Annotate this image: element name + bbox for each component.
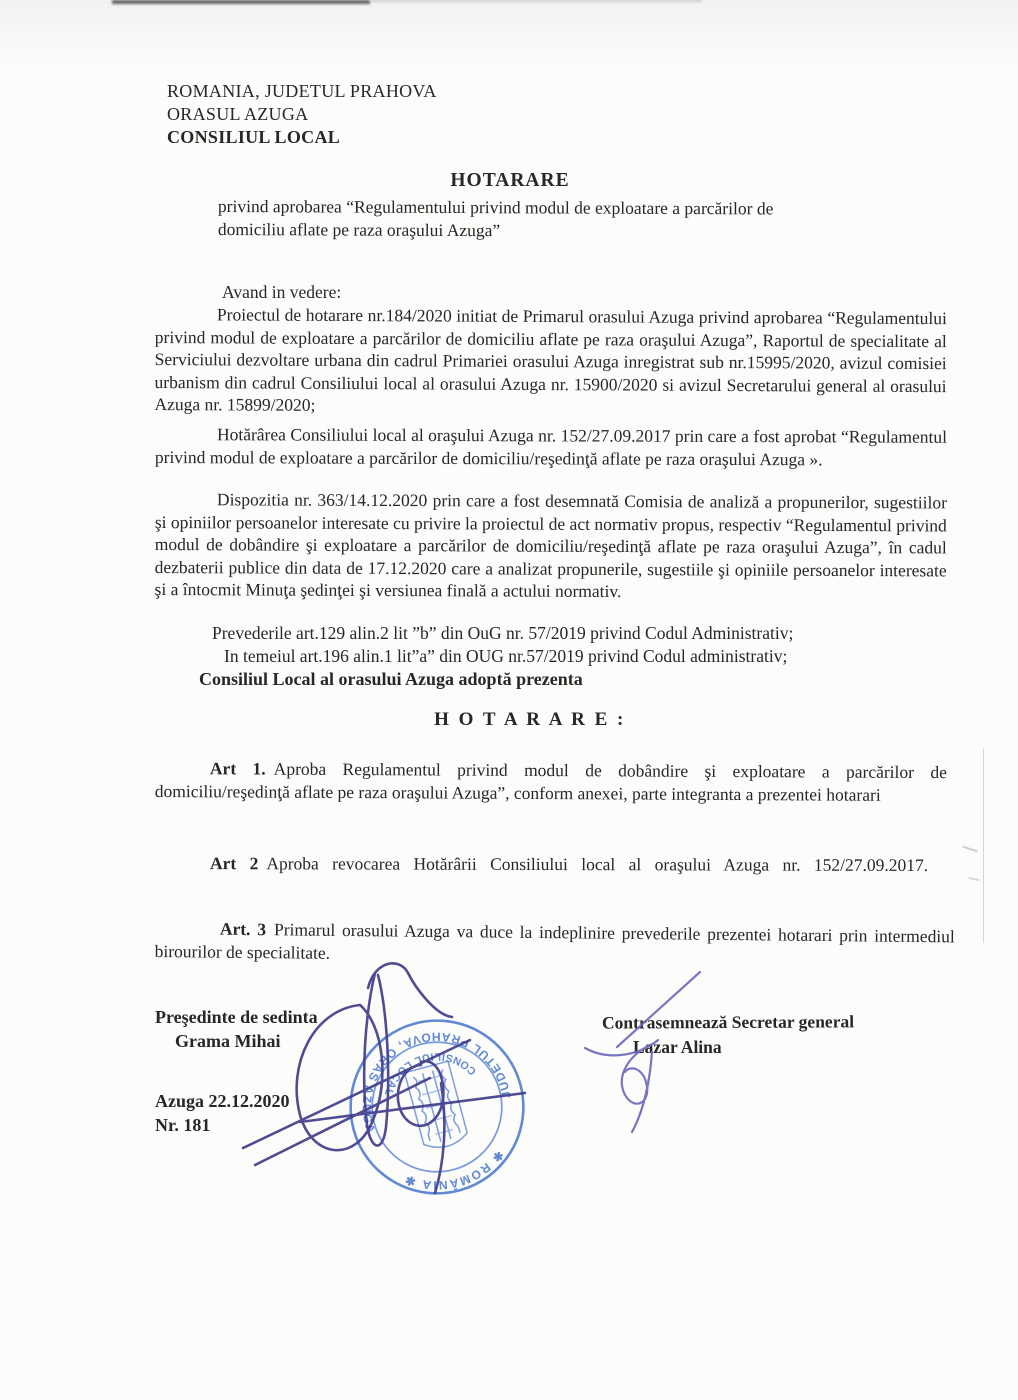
article-1 <box>155 757 947 806</box>
scan-mark <box>968 877 980 881</box>
place-and-date: Azuga 22.12.2020 <box>155 1091 290 1111</box>
adoption-clause: Consiliul Local al orasului Azuga adoptă prezenta <box>199 669 583 689</box>
scan-mark <box>962 846 978 853</box>
stamp-country-text: ✱ ROMÂNIA ✱ <box>401 1147 507 1193</box>
preamble-legal-basis: In temeiul art.196 alin.1 lit”a” din OUG nr.57/2019 privind Codul administrativ; <box>224 646 788 666</box>
article-2 <box>155 852 947 877</box>
article-2-label: Art 2 <box>209 853 259 874</box>
article-3-text: Primarul orasului Azuga va duce la indeplinire prevederile prezentei hotarari prin intermediul birourilor de specialitate. <box>154 919 955 963</box>
secretary-name: Lazar Alina <box>633 1037 722 1057</box>
subtitle-line-1: privind aprobarea “Regulamentului privind modul de exploatare a parcărilor de <box>217 195 774 219</box>
preamble-intro: Avand in vedere: <box>222 282 342 302</box>
scan-edge-smudge <box>372 0 702 2</box>
stamp-inner-text: CONSILIUL LOCAL <box>381 1050 479 1099</box>
letterhead-council: CONSILIUL LOCAL <box>167 127 341 147</box>
scan-edge-smudge <box>112 0 370 4</box>
scan-edge-line <box>983 748 984 943</box>
preamble-paragraph: Proiectul de hotarare nr.184/2020 initiat de Primarul orasului Azuga privind aprobarea “Regulamentului privind modul de exploatare a parcărilor de domiciliu aflate pe raza oraşului Azuga”, Raportul de specialitate al Serviciului dezvoltare urbana din cadrul Primariei orasului Azuga inregistrat sub nr.15995/2020, avizul comisiei urbanism din cadrul Consiliului local al orasului Azuga nr. 15900/2020 si avizul Secretarului general al orasului Azuga nr. 15899/2020; <box>154 304 947 416</box>
preamble-paragraph: Hotărârea Consiliului local al oraşului Azuga nr. 152/27.09.2017 prin care a fost aprobat “Regulamentul privind modul de exploatare a parcărilor de domiciliu/reşedinţă aflate pe raza oraşului Azuga ». <box>154 424 947 469</box>
article-2-text: Aproba revocarea Hotărârii Consiliului local al oraşului Azuga nr. 152/27.09.2017. <box>266 853 929 876</box>
article-1-label: Art 1. <box>209 758 266 779</box>
preamble-legal-basis: Prevederile art.129 alin.2 lit ”b” din OuG nr. 57/2019 privind Codul Administrativ; <box>212 623 794 643</box>
article-3-label: Art. 3 <box>219 918 267 940</box>
president-signature-stroke <box>225 955 555 1215</box>
decision-number: Nr. 181 <box>155 1115 211 1135</box>
preamble-paragraph: Dispozitia nr. 363/14.12.2020 prin care a fost desemnată Comisia de analiză a propunerilor, sugestiilor şi opiniilor persoanelor interesate cu privire la proiectul de act normativ propus, respectiv “Regulamentul privind modul de dobândire şi exploatare a parcărilor de domiciliu/reşedinţă aflate pe raza oraşului Azuga”, în cadul dezbaterii publice din data de 17.12.2020 care a analizat propunerile, sugestiile şi opiniile persoanelor interesate şi a întocmit Minuţa şedinţei şi versiunea finală a actului normativ. <box>154 489 947 602</box>
article-1-text: Aproba Regulamentul privind modul de dobândire şi exploatare a parcărilor de domiciliu/reşedinţă aflate pe raza oraşului Azuga”, conform anexei, parte integranta a prezentei hotarari <box>154 758 947 805</box>
document-title: HOTARARE <box>450 170 570 191</box>
president-name: Grama Mihai <box>175 1031 281 1051</box>
president-role: Preşedinte de sedinta <box>155 1007 318 1027</box>
decision-heading: H O T A R A R E : <box>434 709 626 730</box>
letterhead-country: ROMANIA, JUDETUL PRAHOVA <box>167 81 437 101</box>
secretary-role: Contrasemnează Secretar general <box>601 1011 855 1033</box>
document-subtitle <box>218 195 774 243</box>
secretary-signature-stroke <box>580 960 740 1150</box>
stamp-outer-text: JUDETUL PRAHOVA, ORAS AZUGA <box>359 1029 514 1137</box>
letterhead-city: ORASUL AZUGA <box>167 104 309 124</box>
subtitle-line-2: domiciliu aflate pe raza oraşului Azuga” <box>217 218 501 240</box>
